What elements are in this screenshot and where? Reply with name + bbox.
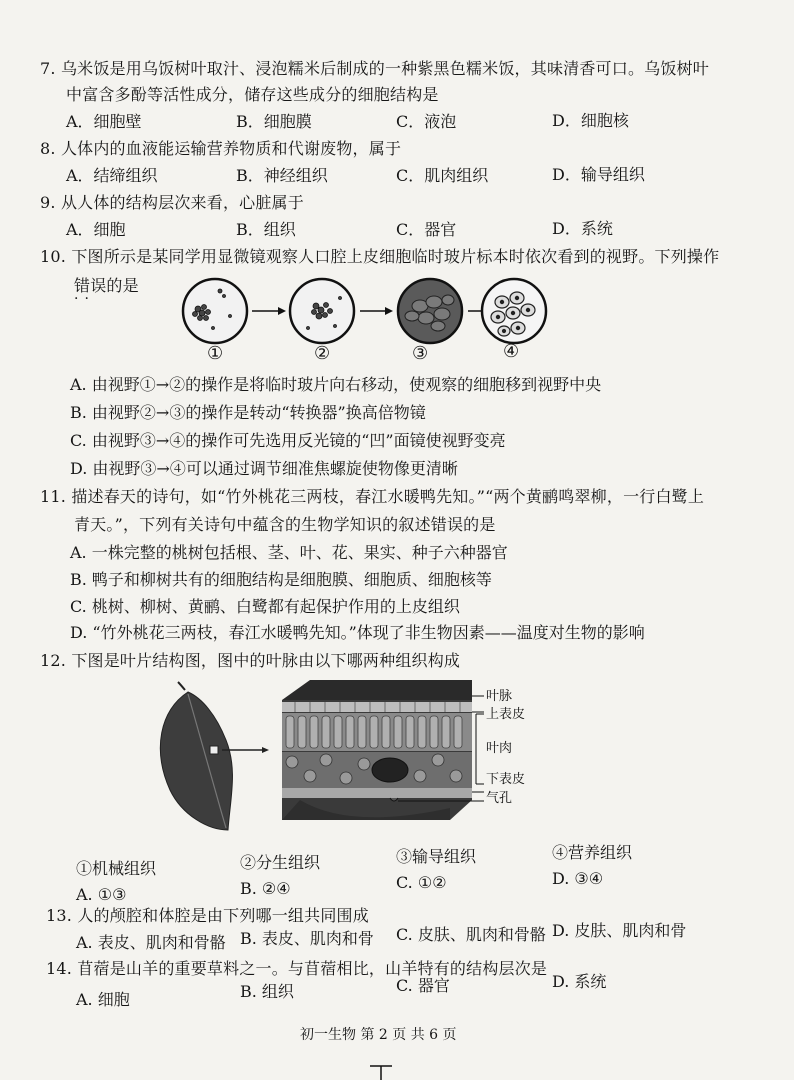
q7-option-d: D．细胞核 xyxy=(552,111,629,130)
q7-stem-line2: 中富含多酚等活性成分，储存这些成分的细胞结构是 xyxy=(66,85,439,104)
q10-stem-line1: 10. 下图所示是某同学用显微镜观察人口腔上皮细胞临时玻片标本时依次看到的视野。下列操作 xyxy=(40,247,720,266)
q13-option-d: D. 皮肤、肌肉和骨 xyxy=(552,921,687,940)
emphasis-dots: ·· xyxy=(74,291,95,307)
tissue-2: ②分生组织 xyxy=(240,853,321,872)
q7-option-a: A．细胞壁 xyxy=(66,112,142,131)
fold-mark xyxy=(366,1062,396,1080)
q10-option-a: A. 由视野①→②的操作是将临时玻片向右移动，使观察的细胞移到视野中央 xyxy=(70,375,602,394)
label-lower-epidermis: 下表皮 xyxy=(486,772,526,787)
q13-stem: 13. 人的颅腔和体腔是由下列哪一组共同围成 xyxy=(46,906,369,925)
q12-option-c: C. ①② xyxy=(396,873,447,892)
q14-option-b: B. 组织 xyxy=(240,982,294,1001)
q11-stem-line1: 11. 描述春天的诗句，如“竹外桃花三两枝，春江水暖鸭先知。”“两个黄鹂鸣翠柳，一行白鹭上 xyxy=(40,487,705,506)
q7-option-c: C．液泡 xyxy=(396,112,457,131)
view-1-circle xyxy=(183,279,247,343)
q10-option-d: D. 由视野③→④可以通过调节细准焦螺旋使物像更清晰 xyxy=(70,459,458,478)
q8-option-a: A．结缔组织 xyxy=(66,166,158,185)
q12-option-d: D. ③④ xyxy=(552,869,604,888)
view-2-label: ② xyxy=(314,343,331,364)
q12-option-a: A. ①③ xyxy=(76,885,127,904)
microscope-views-figure xyxy=(180,276,550,346)
q11-stem-line2: 青天。”，下列有关诗句中蕴含的生物学知识的叙述错误的是 xyxy=(74,515,496,534)
q9-option-c: C．器官 xyxy=(396,220,457,239)
leaf-icon xyxy=(160,682,269,830)
view-1-label: ① xyxy=(207,343,224,364)
q11-option-b: B. 鸭子和柳树共有的细胞结构是细胞膜、细胞质、细胞核等 xyxy=(70,570,492,589)
q8-option-c: C．肌肉组织 xyxy=(396,166,489,185)
q8-stem: 8. 人体内的血液能运输营养物质和代谢废物，属于 xyxy=(40,139,402,158)
label-mesophyll: 叶肉 xyxy=(486,741,513,756)
q14-option-c: C. 器官 xyxy=(396,976,450,995)
q11-option-d: D. “竹外桃花三两枝，春江水暖鸭先知。”体现了非生物因素——温度对生物的影响 xyxy=(70,623,645,642)
label-vein: 叶脉 xyxy=(486,689,513,704)
q14-option-a: A. 细胞 xyxy=(76,990,130,1009)
q8-option-d: D．输导组织 xyxy=(552,165,645,184)
view-3-circle xyxy=(398,279,462,343)
tissue-1: ①机械组织 xyxy=(76,859,157,878)
q8-option-b: B．神经组织 xyxy=(236,166,328,185)
view-3-label: ③ xyxy=(412,343,429,364)
page-footer: 初一生物 第 2 页 共 6 页 xyxy=(300,1027,457,1043)
q9-option-d: D．系统 xyxy=(552,219,613,238)
q10-option-c: C. 由视野③→④的操作可先选用反光镜的“凹”面镜使视野变亮 xyxy=(70,431,506,450)
q9-option-b: B．组织 xyxy=(236,220,296,239)
view-4-label: ④ xyxy=(503,341,520,362)
label-stoma: 气孔 xyxy=(486,791,513,806)
leaf-cross-section-block xyxy=(282,680,472,820)
tissue-4: ④营养组织 xyxy=(552,843,633,862)
q7-option-b: B．细胞膜 xyxy=(236,112,312,131)
q9-option-a: A．细胞 xyxy=(66,220,126,239)
q13-option-a: A. 表皮、肌肉和骨骼 xyxy=(76,933,226,952)
tissue-3: ③输导组织 xyxy=(396,847,477,866)
q9-stem: 9. 从人体的结构层次来看，心脏属于 xyxy=(40,193,304,212)
leaf-structure-figure xyxy=(150,680,550,840)
q11-option-c: C. 桃树、柳树、黄鹂、白鹭都有起保护作用的上皮组织 xyxy=(70,597,460,616)
q7-stem-line1: 7. 乌米饭是用乌饭树叶取汁、浸泡糯米后制成的一种紫黑色糯米饭，其味清香可口。乌饭树叶 xyxy=(40,59,709,78)
q12-stem: 12. 下图是叶片结构图，图中的叶脉由以下哪两种组织构成 xyxy=(40,651,461,670)
q11-option-a: A. 一株完整的桃树包括根、茎、叶、花、果实、种子六种器官 xyxy=(70,543,508,562)
q10-stem-line2: 错误的是 xyxy=(74,276,139,295)
q14-option-d: D. 系统 xyxy=(552,972,607,991)
q12-option-b: B. ②④ xyxy=(240,879,291,898)
q13-option-c: C. 皮肤、肌肉和骨骼 xyxy=(396,925,546,944)
q10-option-b: B. 由视野②→③的操作是转动“转换器”换高倍物镜 xyxy=(70,403,426,422)
q13-option-b: B. 表皮、肌肉和骨 xyxy=(240,929,374,948)
label-upper-epidermis: 上表皮 xyxy=(486,707,526,722)
q14-stem: 14. 苜蓿是山羊的重要草料之一。与苜蓿相比，山羊特有的结构层次是 xyxy=(46,959,548,978)
